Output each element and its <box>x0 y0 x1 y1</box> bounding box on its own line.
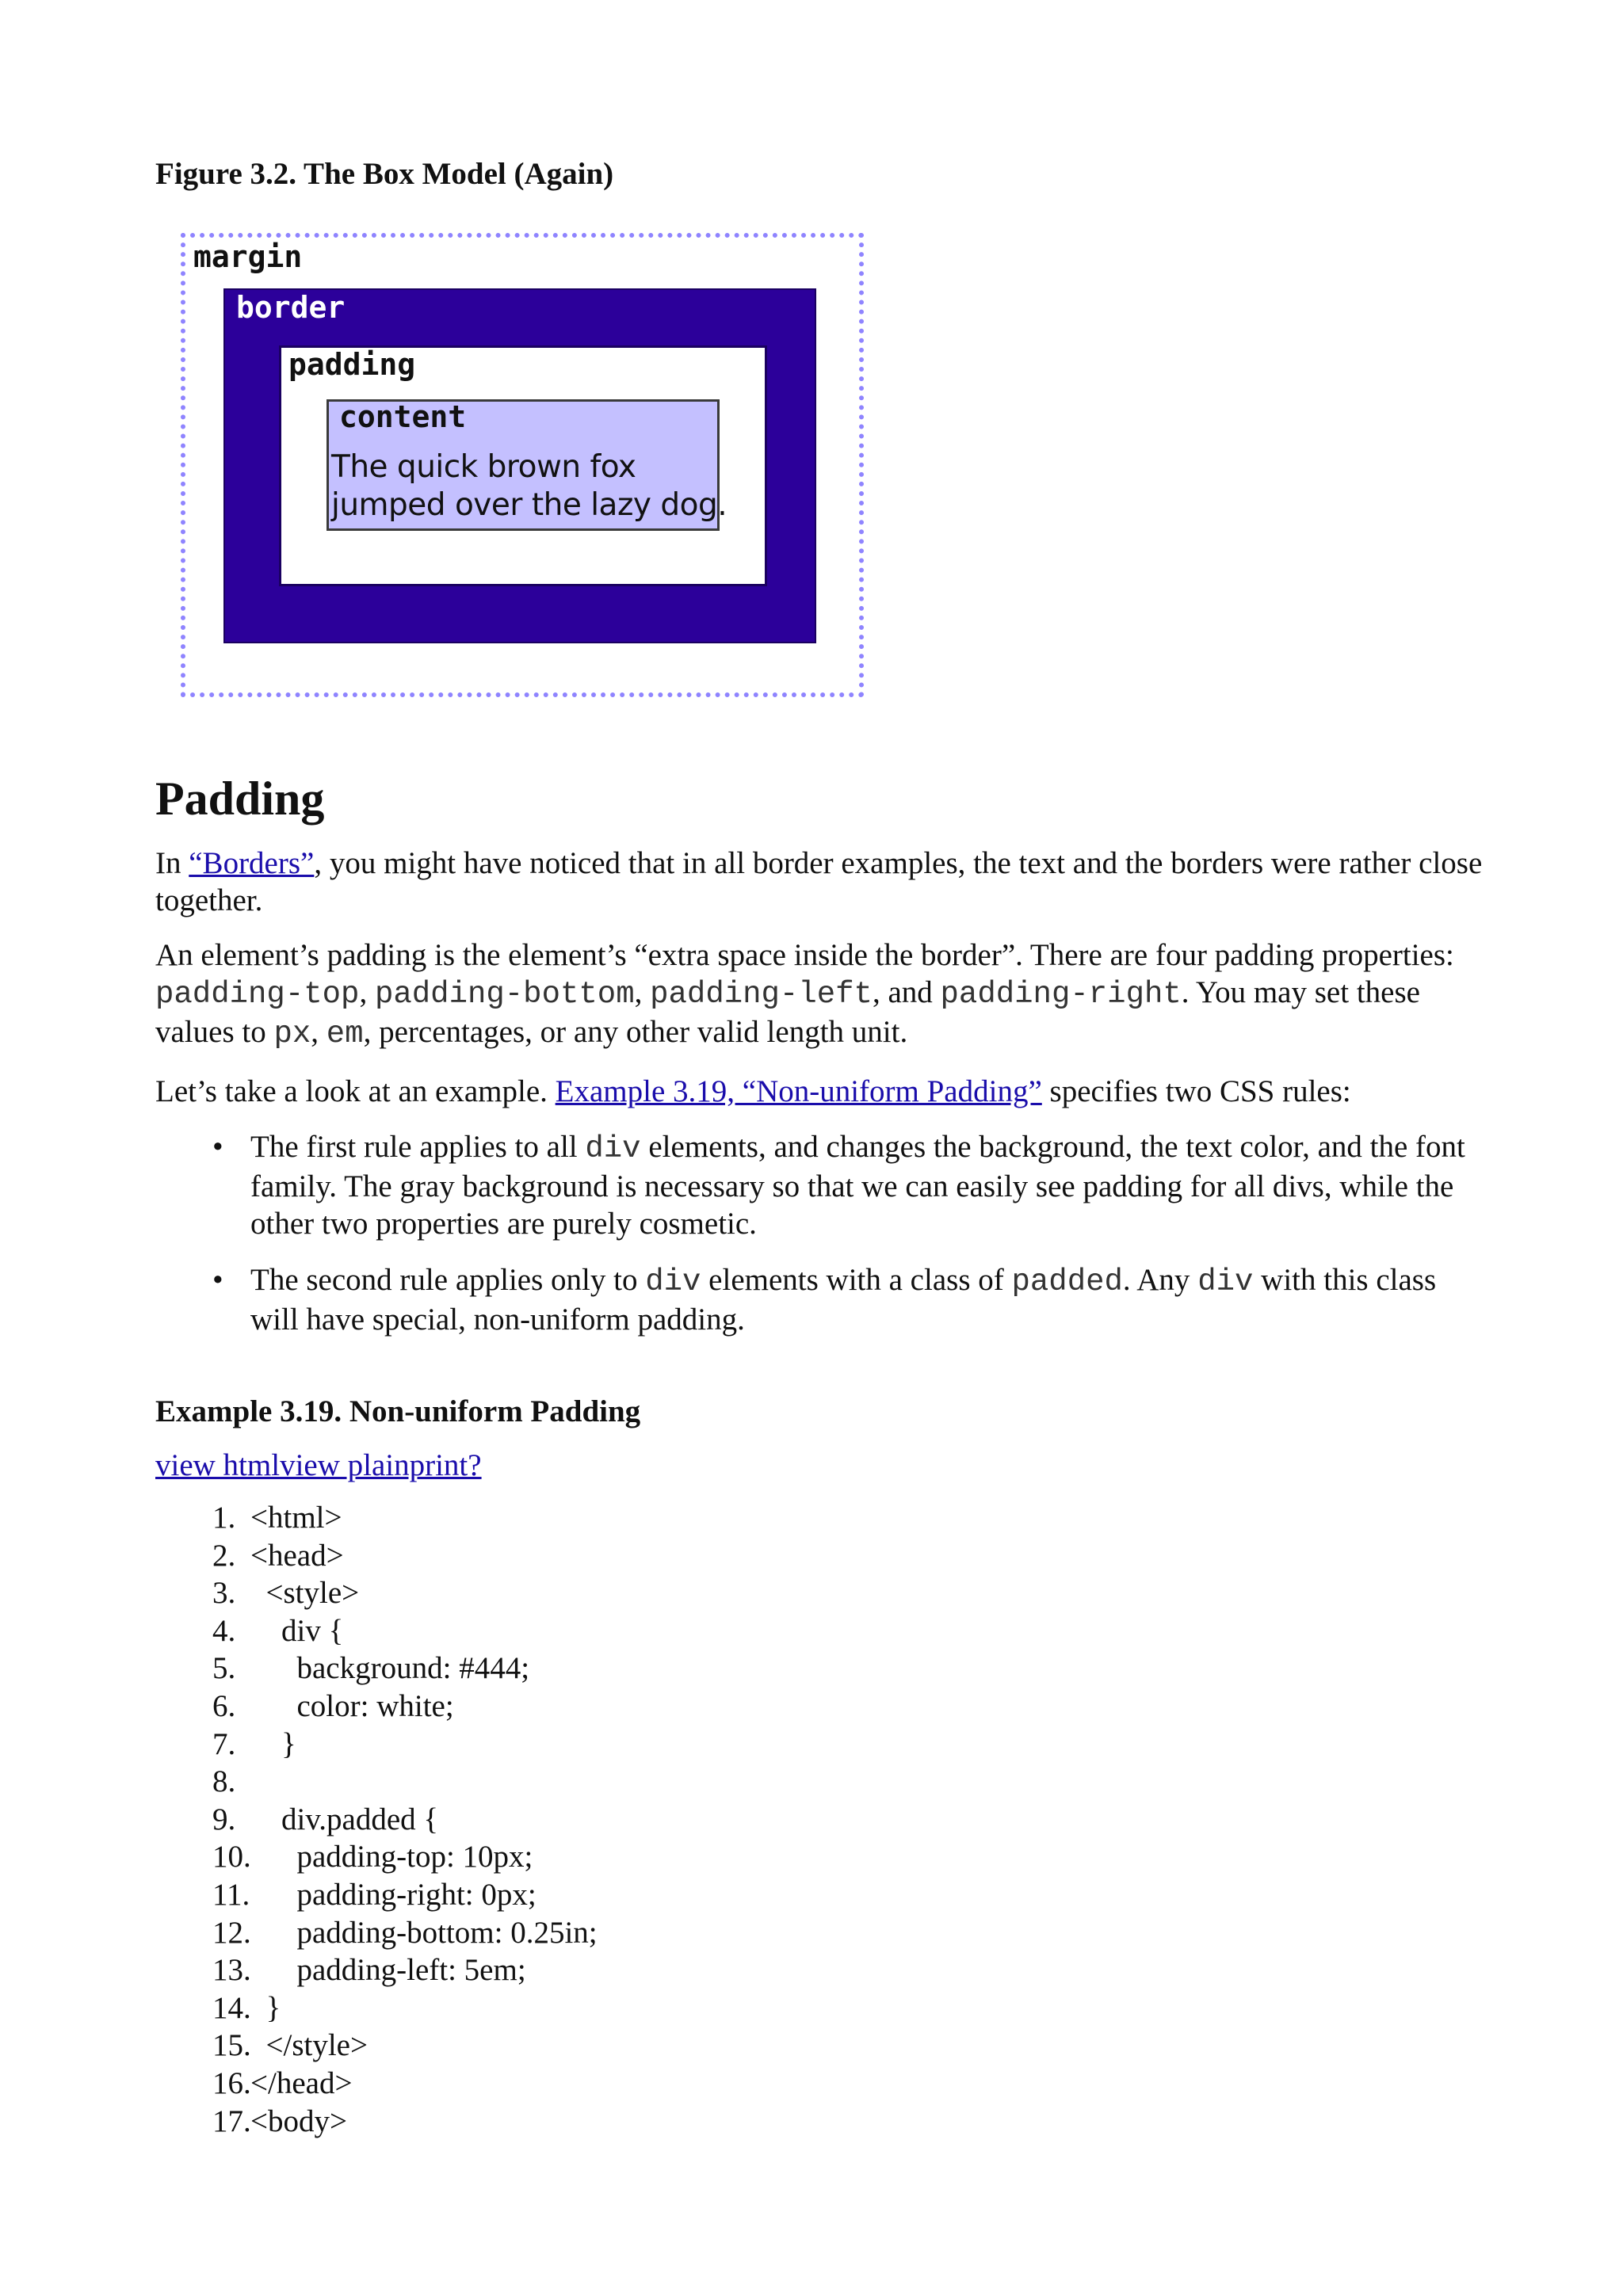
figure-title: Figure 3.2. The Box Model (Again) <box>155 157 614 191</box>
bullet-dot: • <box>212 1263 223 1297</box>
list-item <box>155 1128 1487 1242</box>
line-text: div.padded { <box>250 1802 439 1836</box>
section-heading: Padding <box>155 772 325 825</box>
line-text: padding-right: 0px; <box>250 1877 537 1912</box>
p3-text-before: Let’s take a look at an example. <box>155 1074 556 1108</box>
content-sample-text <box>331 448 727 524</box>
line-text: } <box>250 1726 296 1761</box>
example-title: Example 3.19. Non-uniform Padding <box>155 1394 641 1428</box>
line-number: 10. <box>212 1840 251 1875</box>
content-label: content <box>339 399 467 434</box>
sample-line-1: The quick brown fox <box>331 449 636 485</box>
border-label: border <box>236 290 346 325</box>
line-text: padding-top: 10px; <box>250 1840 533 1875</box>
code-padding-bottom: padding-bottom <box>374 977 635 1012</box>
view-links-row <box>155 1447 482 1485</box>
line-number: 13. <box>212 1953 251 1988</box>
p3-text-after: specifies two CSS rules: <box>1041 1074 1351 1108</box>
bullet1-text-1: The first rule applies to all <box>250 1130 586 1164</box>
paragraph-borders-note <box>155 845 1487 919</box>
line-number: 7. <box>212 1726 236 1761</box>
padding-label: padding <box>288 347 416 382</box>
p2-text-2: , <box>359 975 375 1009</box>
line-number: 5. <box>212 1651 236 1686</box>
line-text: </head> <box>250 2065 353 2100</box>
bullet2-text-1: The second rule applies only to <box>250 1263 646 1297</box>
line-text: div { <box>250 1613 344 1648</box>
p2-text-3: , <box>634 975 651 1009</box>
line-text: } <box>250 1990 281 2025</box>
line-number: 1. <box>212 1501 236 1535</box>
paragraph-example-intro <box>155 1073 1487 1110</box>
line-text: padding-bottom: 0.25in; <box>250 1915 598 1950</box>
line-text: <head> <box>250 1538 344 1573</box>
line-text: <body> <box>250 2103 347 2138</box>
bullet2-text-3: . Any <box>1122 1263 1198 1297</box>
line-text: padding-left: 5em; <box>250 1953 526 1988</box>
p2-text-6: , <box>311 1015 327 1049</box>
code-padding-top: padding-top <box>155 977 360 1012</box>
p2-text-5: . You may set these values to <box>155 975 1420 1049</box>
box-model-figure <box>181 233 864 697</box>
code-padding-left: padding-left <box>650 977 873 1012</box>
p1-text-before: In <box>155 846 189 880</box>
p1-text-after: , you might have noticed that in all border examples, the text and the borders were rather close together. <box>155 846 1483 917</box>
bullet-dot: • <box>212 1130 223 1164</box>
line-number: 14. <box>212 1990 251 2025</box>
p2-text-1: An element’s padding is the element’s “extra space inside the border”. There are four padding properties: <box>155 938 1454 972</box>
borders-link[interactable]: “Borders” <box>189 846 315 880</box>
line-number: 15. <box>212 2028 251 2063</box>
line-number: 11. <box>212 1877 250 1912</box>
line-text: color: white; <box>250 1688 454 1723</box>
rules-list <box>155 1128 1487 1357</box>
line-text: background: #444; <box>250 1651 530 1686</box>
line-number: 6. <box>212 1688 236 1723</box>
line-number: 9. <box>212 1802 236 1836</box>
margin-label: margin <box>193 239 303 274</box>
line-text: <html> <box>250 1501 342 1535</box>
line-number: 2. <box>212 1538 236 1573</box>
bullet1-text-2: elements, and changes the background, the text color, and the font family. The gray background is necessary so that we can easily see padding for all divs, while the other two properties are purely cosmetic. <box>250 1130 1465 1241</box>
line-number: 16. <box>212 2065 251 2100</box>
line-number: 8. <box>212 1764 236 1799</box>
line-number: 12. <box>212 1915 251 1950</box>
example-3-19-link[interactable]: Example 3.19, “Non-uniform Padding” <box>555 1074 1042 1108</box>
code-div: div <box>645 1264 701 1299</box>
code-px: px <box>273 1016 311 1051</box>
line-text: </style> <box>250 2028 368 2063</box>
bullet2-text-4: with this class will have special, non-uniform padding. <box>250 1263 1437 1337</box>
line-number: 17. <box>212 2103 251 2138</box>
paragraph-padding-properties <box>155 936 1487 1053</box>
line-number: 4. <box>212 1613 236 1648</box>
code-em: em <box>326 1016 364 1051</box>
list-item <box>155 1261 1487 1338</box>
code-padded: padded <box>1011 1264 1123 1299</box>
line-number: 3. <box>212 1576 236 1611</box>
code-div: div <box>1197 1264 1254 1299</box>
bullet2-text-2: elements with a class of <box>701 1263 1012 1297</box>
code-padding-right: padding-right <box>940 977 1182 1012</box>
sample-line-2: jumped over the lazy dog. <box>331 487 727 523</box>
code-div: div <box>585 1131 641 1166</box>
line-text: <style> <box>250 1576 360 1611</box>
p2-text-7: , percentages, or any other valid length unit. <box>363 1015 908 1049</box>
p2-text-4: , and <box>872 975 941 1009</box>
view-links[interactable]: view htmlview plainprint? <box>155 1448 482 1482</box>
